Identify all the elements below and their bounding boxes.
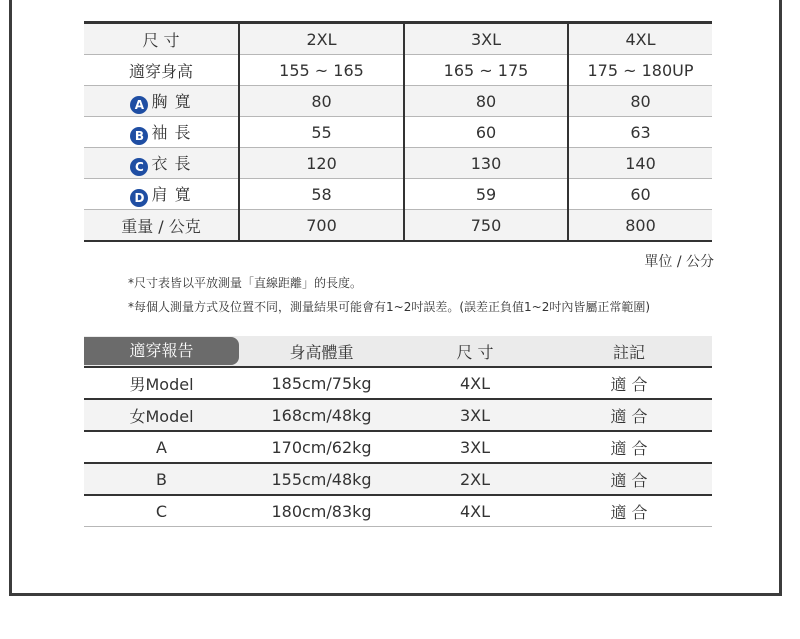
size-row-label-text: 重量 / 公克 bbox=[121, 216, 201, 236]
size-row-label bbox=[84, 210, 239, 242]
fit-row bbox=[84, 431, 712, 463]
fit-row bbox=[84, 463, 712, 495]
size-row-label bbox=[84, 55, 239, 86]
size-cell: 60 bbox=[404, 117, 568, 148]
size-cell: 175 ~ 180UP bbox=[568, 55, 712, 86]
size-row-height bbox=[84, 55, 712, 86]
size-chart-table bbox=[84, 21, 712, 242]
size-row-shoulder-width bbox=[84, 179, 712, 210]
fit-cell-size: 3XL bbox=[404, 399, 546, 431]
size-cell: 60 bbox=[568, 179, 712, 210]
fit-row bbox=[84, 367, 712, 399]
size-cell: 130 bbox=[404, 148, 568, 179]
fit-cell-model: A bbox=[84, 431, 239, 463]
size-cell: 80 bbox=[568, 86, 712, 117]
size-row-label bbox=[84, 148, 239, 179]
fit-cell-size: 4XL bbox=[404, 367, 546, 399]
fit-cell-remark: 適 合 bbox=[546, 367, 712, 399]
size-header-4xl: 4XL bbox=[568, 23, 712, 55]
size-cell: 800 bbox=[568, 210, 712, 242]
fit-cell-height-weight: 168cm/48kg bbox=[239, 399, 404, 431]
fit-cell-remark: 適 合 bbox=[546, 495, 712, 527]
fit-row bbox=[84, 495, 712, 527]
badge-d-icon: D bbox=[130, 189, 148, 207]
size-header-label: 尺 寸 bbox=[84, 23, 239, 55]
size-cell: 58 bbox=[239, 179, 404, 210]
fit-report-table bbox=[84, 336, 712, 527]
fit-report-tag-cell bbox=[84, 336, 239, 367]
size-cell: 165 ~ 175 bbox=[404, 55, 568, 86]
size-row-label bbox=[84, 86, 239, 117]
size-header-2xl: 2XL bbox=[239, 23, 404, 55]
size-cell: 55 bbox=[239, 117, 404, 148]
size-row-chest-width bbox=[84, 86, 712, 117]
size-header-3xl: 3XL bbox=[404, 23, 568, 55]
size-row-label-text: 適穿身高 bbox=[128, 61, 193, 81]
size-cell: 59 bbox=[404, 179, 568, 210]
fit-cell-height-weight: 180cm/83kg bbox=[239, 495, 404, 527]
fit-cell-height-weight: 155cm/48kg bbox=[239, 463, 404, 495]
badge-a-icon: A bbox=[130, 96, 148, 114]
size-row-body-length bbox=[84, 148, 712, 179]
fit-cell-remark: 適 合 bbox=[546, 431, 712, 463]
size-row-label-text: 胸 寬 bbox=[151, 91, 192, 111]
size-cell: 120 bbox=[239, 148, 404, 179]
size-row-label-text: 衣 長 bbox=[151, 153, 192, 173]
fit-report-tag: 適穿報告 bbox=[84, 337, 239, 365]
size-cell: 700 bbox=[239, 210, 404, 242]
fit-header-height-weight: 身高體重 bbox=[239, 336, 404, 367]
fit-cell-size: 4XL bbox=[404, 495, 546, 527]
fit-cell-model: B bbox=[84, 463, 239, 495]
fit-cell-model: 男Model bbox=[84, 367, 239, 399]
fit-header-size: 尺 寸 bbox=[404, 336, 546, 367]
fit-cell-height-weight: 170cm/62kg bbox=[239, 431, 404, 463]
size-table-header-row bbox=[84, 23, 712, 55]
size-row-label bbox=[84, 117, 239, 148]
badge-c-icon: C bbox=[130, 158, 148, 176]
size-cell: 750 bbox=[404, 210, 568, 242]
note-line: *尺寸表皆以平放測量「直線距離」的長度。 bbox=[128, 276, 363, 290]
size-cell: 155 ~ 165 bbox=[239, 55, 404, 86]
size-cell: 80 bbox=[239, 86, 404, 117]
fit-row bbox=[84, 399, 712, 431]
fit-cell-size: 3XL bbox=[404, 431, 546, 463]
fit-cell-model: 女Model bbox=[84, 399, 239, 431]
size-row-weight bbox=[84, 210, 712, 242]
size-row-sleeve-length bbox=[84, 117, 712, 148]
note-line: *每個人測量方式及位置不同，測量結果可能會有1~2吋誤差。(誤差正負值1~2吋內皆屬正常範圍) bbox=[128, 300, 651, 314]
size-row-label-text: 肩 寬 bbox=[151, 184, 192, 204]
measurement-notes bbox=[128, 271, 650, 319]
size-cell: 80 bbox=[404, 86, 568, 117]
fit-cell-height-weight: 185cm/75kg bbox=[239, 367, 404, 399]
size-row-label-text: 袖 長 bbox=[151, 122, 192, 142]
fit-cell-remark: 適 合 bbox=[546, 399, 712, 431]
badge-b-icon: B bbox=[130, 127, 148, 145]
unit-note: 單位 / 公分 bbox=[644, 254, 714, 270]
fit-header-remark: 註記 bbox=[546, 336, 712, 367]
size-cell: 140 bbox=[568, 148, 712, 179]
size-row-label bbox=[84, 179, 239, 210]
fit-cell-model: C bbox=[84, 495, 239, 527]
fit-cell-size: 2XL bbox=[404, 463, 546, 495]
size-cell: 63 bbox=[568, 117, 712, 148]
fit-table-header-row bbox=[84, 336, 712, 367]
fit-cell-remark: 適 合 bbox=[546, 463, 712, 495]
